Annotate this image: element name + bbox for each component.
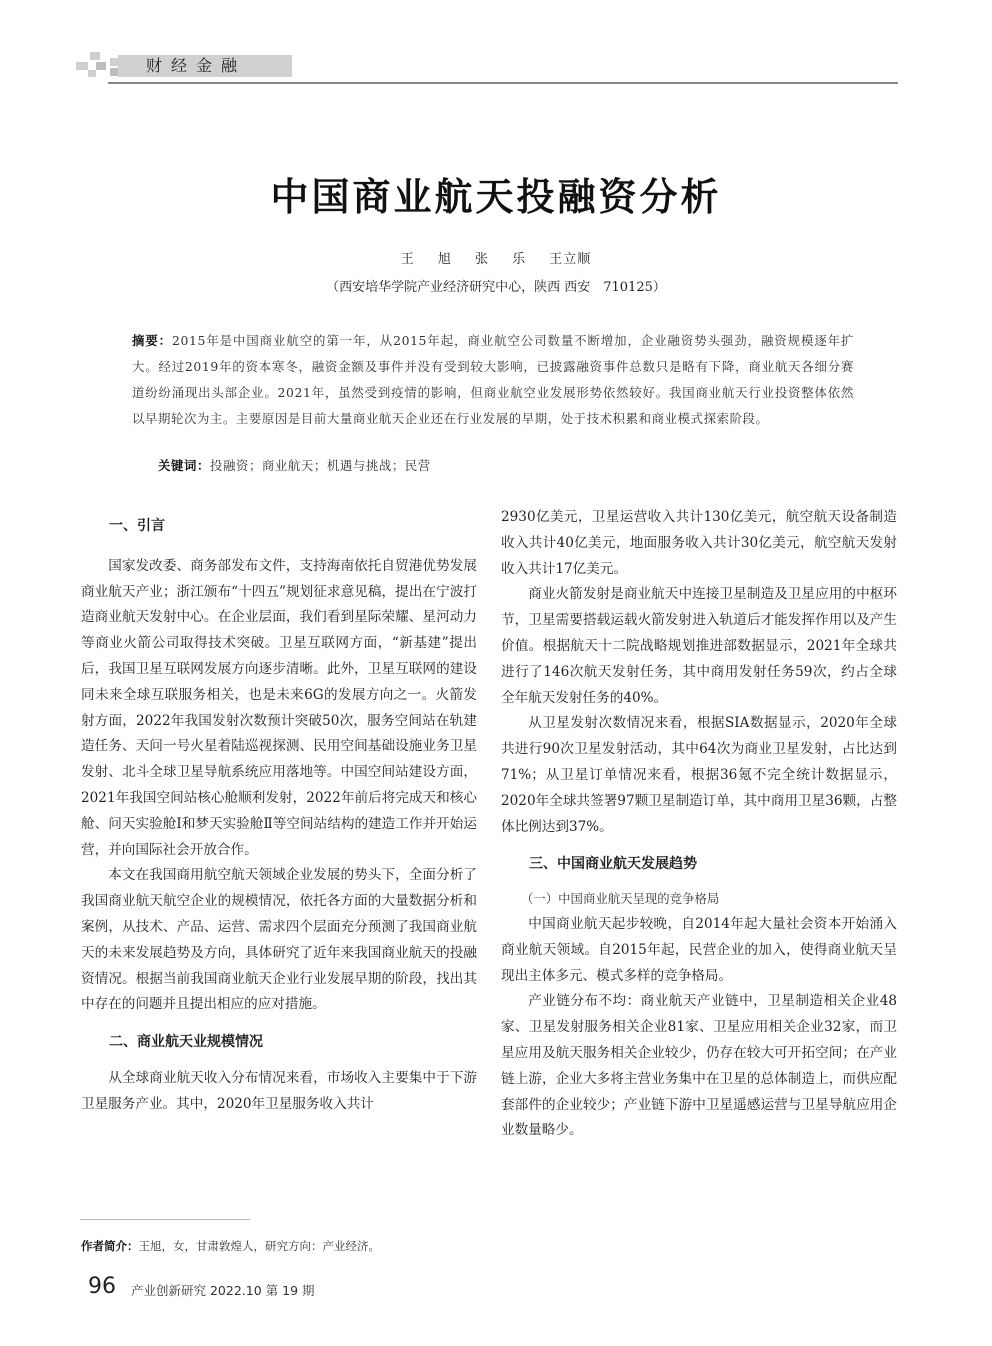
article-authors: 王 旭 张 乐 王立顺 [400, 252, 592, 267]
left-column [81, 514, 477, 1118]
section-label: 财经金融 [146, 56, 247, 75]
article-title: 中国商业航天投融资分析 [270, 175, 722, 219]
keywords-label: 关键词： [158, 458, 210, 473]
paragraph: 商业火箭发射是商业航天中连接卫星制造及卫星应用的中枢环节，卫星需要搭载运载火箭发射进入轨道后才能发挥作用以及产生价值。根据航天十二院战略规划推进部数据显示，2021年全球共进行了146次航天发射任务，其中商用发射任务59次，约占全球全年航天发射任务的40%。 [501, 586, 897, 706]
paragraph: 本文在我国商用航空航天领域企业发展的势头下，全面分析了我国商业航天航空企业的规模情况，依托各方面的大量数据分析和案例，从技术、产品、运营、需求四个层面充分预测了我国商业航天的未来发展趋势及方向，具体研究了近年来我国商业航天的投融资情况。根据当前我国商业航天企业行业发展早期的阶段，找出其中存在的问题并且提出相应的应对措施。 [81, 867, 477, 1013]
footnote-rule [80, 1219, 250, 1220]
right-column [501, 505, 897, 1144]
section-heading-scale: 二、商业航天业规模情况 [109, 1034, 263, 1051]
abstract-text: 2015年是中国商业航空的第一年，从2015年起，商业航空公司数量不断增加，企业融资势头强劲，融资规模逐年扩大。经过2019年的资本寒冬，融资金额及事件并没有受到较大影响，已披露融资事件总数只是略有下降，商业航天各细分赛道纷纷涌现出头部企业。2021年，虽然受到疫情的影响，但商业航空业发展形势依然较好。我国商业航天行业投资整体依然以早期轮次为主。主要原因是目前大量商业航天企业还在行业发展的早期，处于技术积累和商业模式探索阶段。 [132, 333, 854, 426]
paragraph: 从卫星发射次数情况来看，根据SIA数据显示，2020年全球共进行90次卫星发射活动，其中64次为商业卫星发射，占比达到71%；从卫星订单情况来看，根据36氪不完全统计数据显示，2020年全球共签署97颗卫星制造订单，其中商用卫星36颗，占整体比例达到37%。 [501, 715, 897, 835]
paragraph: 国家发改委、商务部发布文件，支持海南依托自贸港优势发展商业航天产业；浙江颁布“十四五”规划征求意见稿，提出在宁波打造商业航天发射中心。在企业层面，我们看到星际荣耀、星河动力等商业火箭公司取得技术突破。卫星互联网方面，“新基建”提出后，我国卫星互联网发展方向逐步清晰。此外，卫星互联网的建设同未来全球互联服务相关，也是未来6G的发展方向之一。火箭发射方面，2022年我国发射次数预计突破50次，服务空间站在轨建造任务、天问一号火星着陆巡视探测、民用空间基础设施业务卫星发射、北斗全球卫星导航系统应用落地等。中国空间站建设方面，2021年我国空间站核心舱顺利发射，2022年前后将完成天和核心舱、问天实验舱Ⅰ和梦天实验舱Ⅱ等空间站结构的建造工作并开始运营，并向国际社会开放合作。 [81, 557, 478, 858]
subsection-heading: （一）中国商业航天呈现的竞争格局 [521, 891, 720, 907]
section-heading-intro: 一、引言 [109, 518, 165, 534]
paragraph: 从全球商业航天收入分布情况来看，市场收入主要集中于下游卫星服务产业。其中，2020年卫星服务收入共计 [81, 1069, 477, 1112]
author-bio-label: 作者简介： [81, 1239, 139, 1253]
abstract [132, 328, 854, 432]
page-number: 96 [88, 1274, 116, 1299]
keywords [158, 456, 431, 474]
abstract-label: 摘要： [132, 333, 173, 348]
section-heading-trends: 三、中国商业航天发展趋势 [529, 856, 697, 873]
paragraph: 2930亿美元，卫星运营收入共计130亿美元，航空航天设备制造收入共计40亿美元，地面服务收入共计30亿美元，航空航天发射收入共计17亿美元。 [501, 509, 897, 577]
keywords-text: 投融资；商业航天；机遇与挑战；民营 [209, 458, 431, 473]
paragraph: 中国商业航天起步较晚，自2014年起大量社会资本开始涌入商业航天领域。自2015年起，民营企业的加入，使得商业航天呈现出主体多元、模式多样的竞争格局。 [501, 915, 897, 984]
journal-info: 产业创新研究 2022.10 第 19 期 [131, 1283, 315, 1298]
paragraph: 产业链分布不均：商业航天产业链中，卫星制造相关企业48家、卫星发射服务相关企业81家、卫星应用相关企业32家，而卫星应用及航天服务相关企业较少，仍存在较大可开拓空间；在产业链上游，企业大多将主营业务集中在卫星的总体制造上，而供应配套部件的企业较少；产业链下游中卫星遥感运营与卫星导航应用企业数量略少。 [501, 993, 897, 1139]
header-rule [108, 82, 898, 84]
author-bio-text: 王旭，女，甘肃敦煌人，研究方向：产业经济。 [138, 1239, 380, 1253]
article-affiliation: （西安培华学院产业经济研究中心，陕西 西安 710125） [326, 280, 666, 295]
author-bio [81, 1238, 380, 1254]
